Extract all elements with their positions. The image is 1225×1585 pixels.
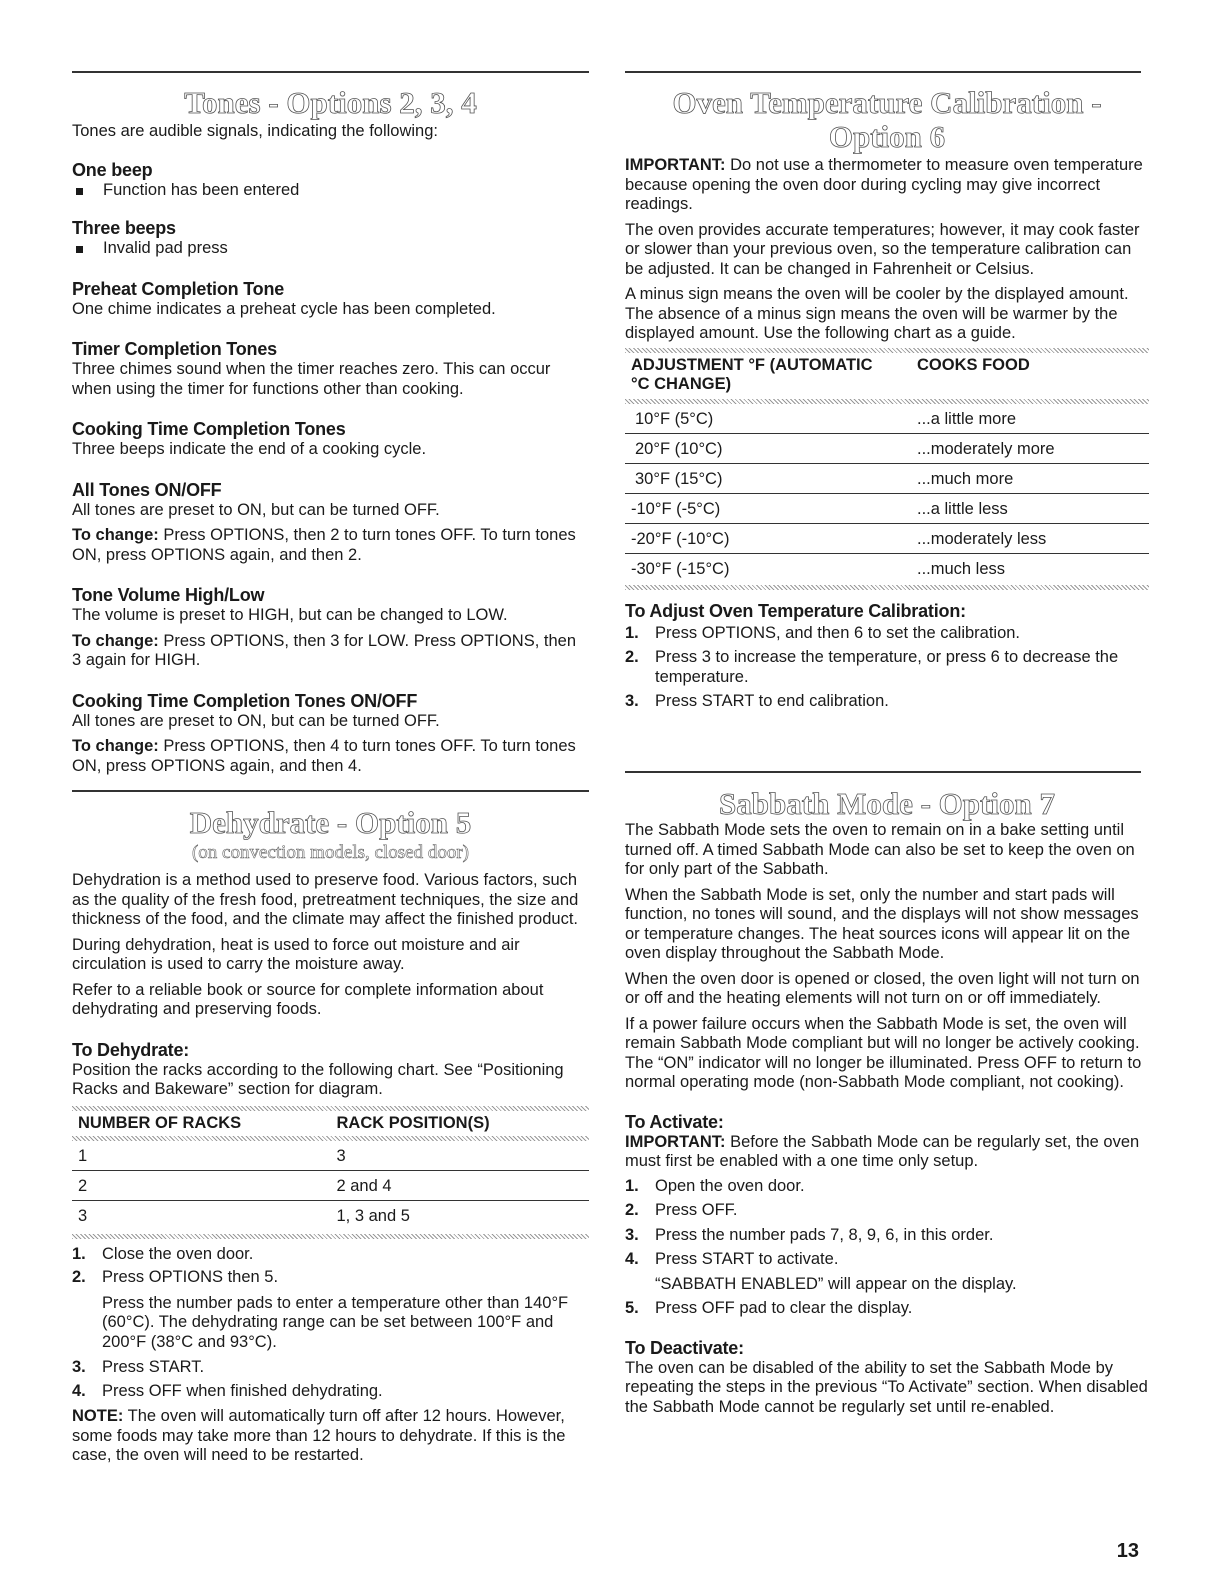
dehydrate-title: Dehydrate - Option 5 [189, 805, 472, 840]
one-beep-bullet [72, 181, 589, 201]
change-text: Press OPTIONS, then 2 to turn tones OFF. To turn tones ON, press OPTIONS again, and then 2. [72, 526, 576, 564]
calibration-cell: -20°F (-10°C) [625, 523, 911, 553]
page-number: 13 [1116, 1540, 1139, 1562]
change-label: To change: [72, 737, 159, 755]
bullet-text: Function has been entered [103, 180, 300, 199]
sabbath-p2: When the Sabbath Mode is set, only the number and start pads will function, no tones will sound, and the displays will not show messages or temperature changes. The heat sources icons will appear lit on the oven display throughout the Sabbath Mode. [625, 885, 1139, 962]
rack-table [72, 1111, 589, 1136]
sabbath-section [625, 787, 1149, 1417]
preheat-text: One chime indicates a preheat cycle has been completed. [72, 299, 496, 318]
rack-cell: 1, 3 and 5 [336, 1206, 410, 1225]
calibration-cell: -10°F (-5°C) [625, 493, 911, 523]
volume-text: The volume is preset to HIGH, but can be changed to LOW. [72, 606, 508, 624]
rack-header-position: RACK POSITION(S) [336, 1113, 490, 1132]
dehydrate-step: 3. Press START. [72, 1358, 205, 1376]
calibration-table-body [625, 404, 1149, 583]
calibration-step: 3. Press START to end calibration. [625, 692, 889, 710]
top-rule-right [625, 71, 1141, 73]
rack-cell: 2 [72, 1170, 331, 1200]
dehydrate-section [72, 806, 589, 1466]
activate-step: 2. Press OFF. [625, 1201, 738, 1219]
rack-table-body [72, 1141, 589, 1230]
volume-heading: Tone Volume High/Low [72, 585, 265, 605]
activate-step: 5. Press OFF pad to clear the display. [625, 1299, 913, 1317]
table-hatch-bottom [72, 1234, 589, 1239]
rack-cell: 2 and 4 [331, 1170, 590, 1200]
table-row [625, 523, 1149, 553]
sabbath-p1: The Sabbath Mode sets the oven to remain on in a bake setting until turned off. A timed Sabbath Mode can also be set to keep the oven on for only part of the Sabbath. [625, 821, 1135, 878]
tones-intro: Tones are audible signals, indicating the following: [72, 122, 438, 140]
table-row [625, 553, 1149, 583]
rack-cell: 3 [78, 1206, 88, 1225]
to-dehydrate-text: Position the racks according to the following chart. See “Positioning Racks and Bakeware” section for diagram. [72, 1060, 564, 1098]
sabbath-p4: If a power failure occurs when the Sabbath Mode is set, the oven will remain Sabbath Mode compliant but will no longer be actively cooking. The “ON” indicator will no longer be illuminated. Press OFF to return to normal operating mode (non-Sabbath Mode compliant, not cooking). [625, 1014, 1142, 1091]
cooking-onoff-change [72, 737, 589, 776]
calibration-cell: 20°F (10°C) [625, 433, 911, 463]
table-row [72, 1200, 589, 1230]
note-text: The oven will automatically turn off after 12 hours. However, some foods may take more than 12 hours to dehydrate. If this is the case, the oven will need to be restarted. [72, 1407, 566, 1464]
change-text: Press OPTIONS, then 3 for LOW. Press OPTIONS, then 3 again for HIGH. [72, 631, 576, 669]
calibration-cell: ...much more [911, 463, 1149, 493]
change-label: To change: [72, 526, 159, 544]
dehydrate-rule [72, 790, 589, 792]
table-row [72, 1141, 589, 1171]
table-hatch-bottom [625, 585, 1149, 590]
activate-step: 1. Open the oven door. [625, 1176, 805, 1195]
all-tones-text: All tones are preset to ON, but can be turned OFF. [72, 500, 440, 519]
calibration-cell: -30°F (-15°C) [631, 559, 730, 578]
calibration-cell: ...a little more [911, 404, 1149, 434]
dehydrate-step: 2. Press OPTIONS then 5. [72, 1268, 279, 1286]
calibration-cell: ...a little less [911, 493, 1149, 523]
important-text: Do not use a thermometer to measure oven temperature because opening the oven door during cycling may give incorrect readings. [625, 156, 1143, 213]
one-beep-heading: One beep [72, 159, 153, 180]
timer-text: Three chimes sound when the timer reaches zero. This can occur when using the timer for functions other than cooking. [72, 360, 551, 398]
rack-table-header [72, 1111, 589, 1136]
activate-step: 3. Press the number pads 7, 8, 9, 6, in this order. [625, 1225, 994, 1244]
calibration-step: 2. Press 3 to increase the temperature, or press 6 to decrease the temperature. [625, 648, 1119, 686]
calibration-p1: The oven provides accurate temperatures; however, it may cook faster or slower than your previous oven, so the temperature calibration can be adjusted. It can be changed in Fahrenheit or Celsius. [625, 220, 1140, 278]
rack-header-number: NUMBER OF RACKS [78, 1113, 242, 1132]
activate-step: 4. Press START to activate. [625, 1250, 839, 1268]
all-tones-change [72, 526, 589, 565]
calibration-p2: A minus sign means the oven will be cooler by the displayed amount. The absence of a minus sign means the oven will be warmer by the displayed amount. Use the following chart as a guide. [625, 285, 1129, 342]
sabbath-rule [625, 771, 1141, 773]
three-beeps-heading: Three beeps [72, 218, 176, 238]
activate-heading: To Activate: [625, 1111, 724, 1132]
dehydrate-p2: During dehydration, heat is used to force out moisture and air circulation is used to carry the moisture away. [72, 935, 520, 973]
calibration-title-line2: Option 6 [828, 119, 946, 154]
adjust-heading: To Adjust Oven Temperature Calibration: [625, 600, 966, 621]
rack-cell: 1 [72, 1141, 331, 1171]
dehydrate-step-detail: Press the number pads to enter a temperature other than 140°F (60°C). The dehydrating range can be set between 100°F and 200°F (38°C and 93°C). [102, 1293, 569, 1351]
dehydrate-subtitle: (on convection models, closed door) [191, 842, 469, 863]
cooking-time-heading: Cooking Time Completion Tones [72, 419, 346, 439]
calibration-cell: ...much less [917, 559, 1006, 578]
calibration-cell: 30°F (15°C) [625, 463, 911, 493]
tones-title: Tones - Options 2, 3, 4 [184, 85, 477, 120]
calibration-table [625, 353, 1149, 397]
change-text: Press OPTIONS, then 4 to turn tones OFF. To turn tones ON, press OPTIONS again, and then 4. [72, 737, 576, 775]
dehydrate-step: 1. Close the oven door. [72, 1244, 254, 1263]
calibration-step: 1. Press OPTIONS, and then 6 to set the calibration. [625, 623, 1021, 642]
bullet-square-icon [76, 246, 83, 253]
sabbath-p3: When the oven door is opened or closed, the oven light will not turn on or off and the heating elements will not turn on or off immediately. [625, 969, 1140, 1007]
table-row [72, 1170, 589, 1200]
all-tones-heading: All Tones ON/OFF [72, 479, 222, 500]
important-label: IMPORTANT: [625, 1132, 726, 1151]
to-dehydrate-heading: To Dehydrate: [72, 1039, 190, 1060]
dehydrate-step: 4. Press OFF when finished dehydrating. [72, 1381, 383, 1400]
note-label: NOTE: [72, 1407, 124, 1425]
three-beeps-bullet [72, 239, 589, 259]
table-row [625, 493, 1149, 523]
calibration-header-adjustment: ADJUSTMENT °F (AUTOMATIC °C CHANGE) [631, 355, 873, 393]
preheat-heading: Preheat Completion Tone [72, 278, 285, 299]
bullet-text: Invalid pad press [103, 239, 228, 257]
cooking-onoff-text: All tones are preset to ON, but can be turned OFF. [72, 711, 440, 730]
rack-cell: 3 [331, 1141, 590, 1171]
calibration-cell: 10°F (5°C) [625, 404, 911, 434]
dehydrate-note [72, 1407, 589, 1466]
calibration-important [625, 156, 1149, 215]
calibration-table-header [625, 353, 1149, 397]
important-text: Before the Sabbath Mode can be regularly set, the oven must first be enabled with a one time only setup. [625, 1132, 1140, 1170]
important-label: IMPORTANT: [625, 156, 726, 174]
cooking-onoff-heading: Cooking Time Completion Tones ON/OFF [72, 690, 418, 711]
dehydrate-p3: Refer to a reliable book or source for complete information about dehydrating and preserving foods. [72, 980, 544, 1018]
calibration-cell: ...moderately less [911, 523, 1149, 553]
timer-heading: Timer Completion Tones [72, 339, 277, 359]
activate-important [625, 1133, 1149, 1172]
volume-change [72, 632, 589, 671]
bullet-square-icon [76, 188, 83, 195]
table-row [625, 433, 1149, 463]
calibration-cell: ...moderately more [911, 433, 1149, 463]
table-row [625, 463, 1149, 493]
calibration-section [625, 86, 1149, 712]
tones-section [72, 86, 589, 776]
calibration-title-line1: Oven Temperature Calibration - [672, 85, 1102, 120]
cooking-time-text: Three beeps indicate the end of a cooking cycle. [72, 440, 427, 458]
top-rule-left [72, 71, 589, 73]
sabbath-title: Sabbath Mode - Option 7 [719, 786, 1055, 821]
deactivate-heading: To Deactivate: [625, 1337, 744, 1358]
deactivate-text: The oven can be disabled of the ability to set the Sabbath Mode by repeating the steps in the previous “To Activate” section. When disabled the Sabbath Mode cannot be regularly set until re-enabled. [625, 1358, 1148, 1416]
activate-step-detail: “SABBATH ENABLED” will appear on the display. [655, 1274, 1017, 1293]
calibration-header-cooks: COOKS FOOD [917, 355, 1030, 374]
table-row [625, 404, 1149, 434]
change-label: To change: [72, 631, 159, 650]
dehydrate-p1: Dehydration is a method used to preserve food. Various factors, such as the quality of the fresh food, pretreatment techniques, the size and thickness of the food, and the climate may affect the finished product. [72, 871, 579, 928]
